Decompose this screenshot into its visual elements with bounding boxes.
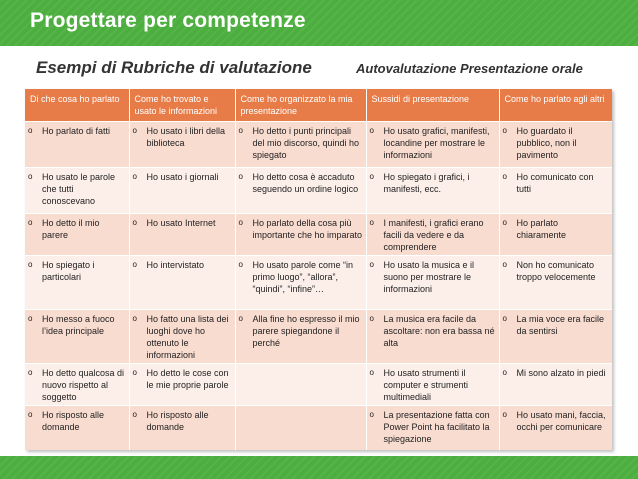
table-cell — [366, 310, 499, 364]
table-cell — [366, 406, 499, 450]
cell-text: Ho usato le parole che tutti conoscevano — [42, 172, 116, 206]
table-cell — [25, 214, 129, 256]
bullet-icon: o — [369, 172, 374, 181]
bullet-icon: o — [502, 218, 507, 227]
bullet-icon: o — [28, 314, 33, 323]
column-header: Come ho trovato e usato le informazioni — [129, 89, 235, 122]
cell-text: Ho messo a fuoco l’idea principale — [42, 314, 115, 336]
bullet-icon: o — [369, 368, 374, 377]
cell-text: Ho intervistato — [146, 260, 205, 270]
table-cell — [499, 122, 612, 168]
table-cell — [499, 406, 612, 450]
cell-text: Ho risposto alle domande — [42, 410, 105, 432]
bullet-icon: o — [28, 410, 33, 419]
bullet-icon: o — [502, 368, 507, 377]
bullet-icon: o — [502, 126, 507, 135]
bullet-icon: o — [28, 126, 33, 135]
bullet-icon: o — [132, 218, 137, 227]
cell-text: Ho usato i libri della biblioteca — [146, 126, 226, 148]
bullet-icon: o — [369, 126, 374, 135]
cell-text: Mi sono alzato in piedi — [516, 368, 606, 378]
table-cell — [235, 310, 366, 364]
table-cell — [499, 310, 612, 364]
subtitle-right: Autovalutazione Presentazione orale — [356, 61, 583, 76]
cell-text: Ho spiegato i grafici, i manifesti, ecc. — [383, 172, 470, 194]
cell-text: Ho spiegato i particolari — [42, 260, 95, 282]
table-cell — [235, 214, 366, 256]
bullet-icon: o — [28, 260, 33, 269]
table-row — [25, 214, 612, 256]
bullet-icon: o — [238, 126, 243, 135]
bullet-icon: o — [369, 260, 374, 269]
cell-text: Non ho comunicato troppo velocemente — [516, 260, 596, 282]
table-row — [25, 364, 612, 406]
table-cell — [366, 214, 499, 256]
bullet-icon: o — [132, 410, 137, 419]
bullet-icon: o — [238, 218, 243, 227]
cell-text: Ho detto qualcosa di nuovo rispetto al soggetto — [42, 368, 125, 402]
rubric-table — [25, 89, 612, 450]
cell-text: Ho parlato della cosa più importante che ho imparato — [252, 218, 363, 240]
table-row — [25, 168, 612, 214]
table-cell — [129, 364, 235, 406]
bullet-icon: o — [502, 172, 507, 181]
table-cell — [129, 310, 235, 364]
table-body — [25, 122, 612, 450]
cell-text: Ho usato grafici, manifesti, locandine per mostrare le informazioni — [383, 126, 490, 160]
column-header: Sussidi di presentazione — [366, 89, 499, 122]
table-cell — [235, 122, 366, 168]
bullet-icon: o — [238, 260, 243, 269]
column-header: Come ho organizzato la mia presentazione — [235, 89, 366, 122]
table-cell — [25, 310, 129, 364]
cell-text: Ho detto i punti principali del mio discorso, quindi ho spiegato — [252, 126, 360, 160]
bullet-icon: o — [369, 314, 374, 323]
bullet-icon: o — [502, 314, 507, 323]
table-row — [25, 310, 612, 364]
footer-bar — [0, 456, 638, 479]
table-cell — [25, 406, 129, 450]
cell-text: Ho detto cosa è accaduto seguendo un ordine logico — [252, 172, 359, 194]
cell-text: Ho usato strumenti il computer e strumenti multimediali — [383, 368, 469, 402]
cell-text: Ho parlato chiaramente — [516, 218, 567, 240]
cell-text: I manifesti, i grafici erano facili da vedere e da comprendere — [383, 218, 484, 252]
cell-text: Ho usato mani, faccia, occhi per comunicare — [516, 410, 606, 432]
cell-text: Ho detto il mio parere — [42, 218, 100, 240]
bullet-icon: o — [132, 314, 137, 323]
cell-text: Ho parlato di fatti — [42, 126, 111, 136]
bullet-icon: o — [369, 218, 374, 227]
page-title: Progettare per competenze — [30, 9, 306, 32]
cell-text: Ho guardato il pubblico, non il pavimento — [516, 126, 577, 160]
table-cell — [25, 364, 129, 406]
cell-text: Ho comunicato con tutti — [516, 172, 594, 194]
table-cell — [366, 122, 499, 168]
table-cell — [235, 406, 366, 450]
table-row — [25, 406, 612, 450]
cell-text: La presentazione fatta con Power Point ha facilitato la spiegazione — [383, 410, 490, 444]
bullet-icon: o — [132, 368, 137, 377]
bullet-icon: o — [238, 314, 243, 323]
cell-text: Ho detto le cose con le mie proprie parole — [146, 368, 229, 390]
table-cell — [499, 214, 612, 256]
table-cell — [235, 168, 366, 214]
table-cell — [129, 256, 235, 310]
table-cell — [366, 168, 499, 214]
bullet-icon: o — [369, 410, 374, 419]
table-cell — [129, 214, 235, 256]
table-cell — [235, 364, 366, 406]
cell-text: Ho usato parole come “in primo luogo”, “allora”, “quindi”, “infine”… — [252, 260, 354, 294]
cell-text: Ho risposto alle domande — [146, 410, 209, 432]
cell-text: Ho usato la musica e il suono per mostrare le informazioni — [383, 260, 475, 294]
column-header: Di che cosa ho parlato — [25, 89, 129, 122]
bullet-icon: o — [132, 172, 137, 181]
bullet-icon: o — [28, 368, 33, 377]
bullet-icon: o — [502, 260, 507, 269]
table-cell — [25, 168, 129, 214]
table-header-row — [25, 89, 612, 122]
table-cell — [366, 364, 499, 406]
table-row — [25, 256, 612, 310]
subtitle-left: Esempi di Rubriche di valutazione — [36, 58, 312, 77]
table-cell — [499, 364, 612, 406]
bullet-icon: o — [238, 172, 243, 181]
cell-text: Ho usato Internet — [146, 218, 216, 228]
title-bar — [0, 0, 638, 46]
cell-text: Alla fine ho espresso il mio parere spiegandone il perché — [252, 314, 360, 348]
cell-text: La mia voce era facile da sentirsi — [516, 314, 605, 336]
bullet-icon: o — [132, 126, 137, 135]
table-cell — [499, 256, 612, 310]
table-cell — [129, 406, 235, 450]
bullet-icon: o — [28, 218, 33, 227]
bullet-icon: o — [132, 260, 137, 269]
bullet-icon: o — [502, 410, 507, 419]
table-cell — [25, 256, 129, 310]
table-cell — [25, 122, 129, 168]
subtitle-bar — [0, 54, 638, 80]
column-header: Come ho parlato agli altri — [499, 89, 612, 122]
cell-text: Ho fatto una lista dei luoghi dove ho ottenuto le informazioni — [146, 314, 229, 360]
table-cell — [366, 256, 499, 310]
table-row — [25, 122, 612, 168]
cell-text: La musica era facile da ascoltare: non era bassa né alta — [383, 314, 495, 348]
table-cell — [129, 122, 235, 168]
table-cell — [129, 168, 235, 214]
table-cell — [235, 256, 366, 310]
cell-text: Ho usato i giornali — [146, 172, 219, 182]
bullet-icon: o — [28, 172, 33, 181]
table-cell — [499, 168, 612, 214]
